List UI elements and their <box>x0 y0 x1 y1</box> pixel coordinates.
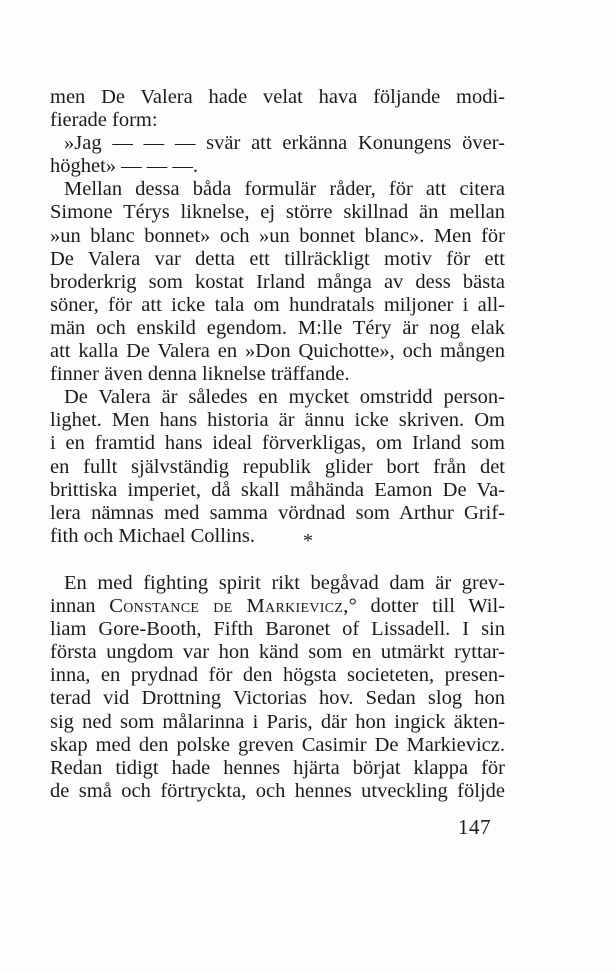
text-line: sig ned som målarinna i Paris, där hon ingick äkten- <box>50 710 505 733</box>
text-line: lighet. Men hans historia är ännu icke skriven. Om <box>50 409 505 432</box>
text-line: terad vid Drottning Victorias hov. Sedan slog hon <box>50 687 505 710</box>
text-line: liam Gore-Booth, Fifth Baronet of Lissadell. I sin <box>50 618 505 641</box>
text-line: Mellan dessa båda formulär råder, för att citera <box>64 178 505 201</box>
text-line: Redan tidigt hade hennes hjärta börjat klappa för <box>50 756 505 779</box>
text-line: lera nämnas med samma vördnad som Arthur Grif- <box>50 501 505 524</box>
text-fragment: innan <box>50 595 96 618</box>
text-line: söner, för att icke tala om hundratals miljoner i all- <box>50 293 505 316</box>
section-separator: * <box>303 530 313 552</box>
text-line: finner även denna liknelse träffande. <box>50 363 350 386</box>
text-line: »un blanc bonnet» och »un bonnet blanc». Men för <box>50 224 505 247</box>
text-line: Simone Térys liknelse, ej större skillnad än mellan <box>50 201 505 224</box>
text-line: fith och Michael Collins. <box>50 524 255 547</box>
page-number: 147 <box>458 815 491 839</box>
upper-text-block <box>50 86 505 548</box>
text-line: En med fighting spirit rikt begåvad dam är grev- <box>64 572 505 594</box>
text-line: att kalla De Valera en »Don Quichotte», och mången <box>50 340 505 363</box>
text-line: skap med den polske greven Casimir De Markievicz. <box>50 733 505 756</box>
oath-quote-line: »Jag — — — svär att erkänna Konungens över- <box>64 132 505 155</box>
text-line: De Valera är således en mycket omstridd person- <box>64 386 505 409</box>
text-line-with-name <box>50 595 505 618</box>
text-line: De Valera var detta ett tillräckligt motiv för ett <box>50 247 505 270</box>
text-line: en fullt självständig republik glider bort från det <box>50 455 505 478</box>
text-line: broderkrig som kostat Irland många av dess bästa <box>50 270 505 293</box>
text-line: brittiska imperiet, då skall måhända Eamon De Va- <box>50 478 505 501</box>
text-line: men De Valera hade velat hava följande modi- <box>50 86 505 108</box>
person-name: Constance de Markievicz, <box>109 595 349 618</box>
text-fragment: ° dotter till Wil- <box>348 595 505 618</box>
text-line: i en framtid hans ideal förverkligas, om Irland som <box>50 432 505 455</box>
text-line: de små och förtryckta, och hennes utveckling följde <box>50 779 505 802</box>
text-line: fierade form: <box>50 109 158 132</box>
text-line: inna, en prydnad för den högsta societeten, presen- <box>50 664 505 687</box>
text-line: män och enskild egendom. M:lle Téry är nog elak <box>50 316 505 339</box>
lower-text-block <box>50 572 505 803</box>
text-line: första ungdom var hon känd som en utmärkt ryttar- <box>50 641 505 664</box>
oath-quote-line: höghet» — — —. <box>50 155 199 178</box>
